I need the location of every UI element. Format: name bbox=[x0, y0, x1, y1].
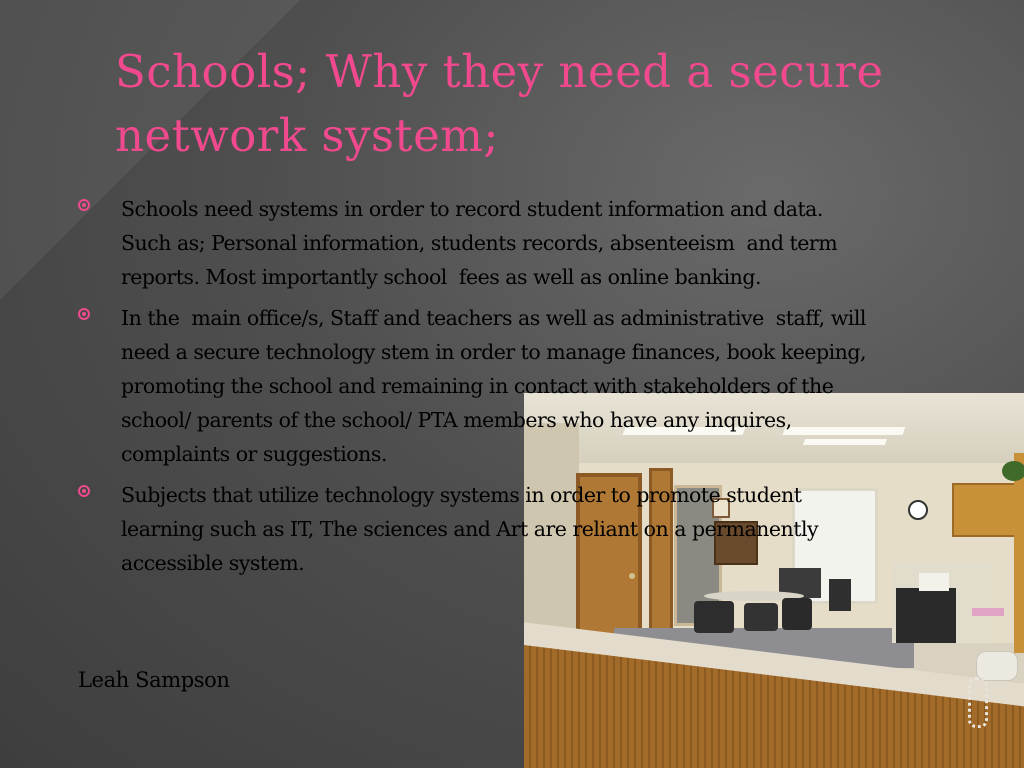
bullet-item bbox=[78, 192, 968, 294]
photo-desk-cabinet bbox=[896, 588, 956, 643]
bullet-item bbox=[78, 478, 968, 580]
bullet-text: Subjects that utilize technology systems in order to promote student learning such as IT, The sciences and Art are reliant on a permanently accessible system. bbox=[121, 483, 819, 575]
slide-title-line: Schools; Why they need a secure bbox=[115, 45, 884, 98]
circle-dot-icon bbox=[78, 199, 90, 211]
circle-dot-icon bbox=[78, 308, 90, 320]
photo-folder bbox=[972, 608, 1004, 616]
bullet-list bbox=[78, 192, 968, 587]
photo-cabinet-side bbox=[1014, 453, 1024, 653]
author-name: Leah Sampson bbox=[78, 668, 230, 692]
slide-title bbox=[115, 40, 975, 168]
slide-title-line: network system; bbox=[115, 109, 500, 162]
photo-chair bbox=[782, 598, 812, 630]
photo-telephone-cord bbox=[968, 677, 988, 728]
photo-chair bbox=[744, 603, 778, 631]
photo-plant bbox=[1002, 461, 1024, 481]
circle-dot-icon bbox=[78, 485, 90, 497]
bullet-text: Schools need systems in order to record student information and data. Such as; Personal information, students records, absenteeism and term reports. Most importantly school fees as well as online banking. bbox=[121, 197, 838, 289]
bullet-text: In the main office/s, Staff and teachers as well as administrative staff, will need a secure technology stem in order to manage finances, book keeping, promoting the school and remaining in contact with stakeholders of the school/ parents of the school/ PTA members who have any inquires, complaints or suggestions. bbox=[121, 306, 867, 466]
bullet-item bbox=[78, 301, 968, 471]
photo-chair bbox=[694, 601, 734, 633]
